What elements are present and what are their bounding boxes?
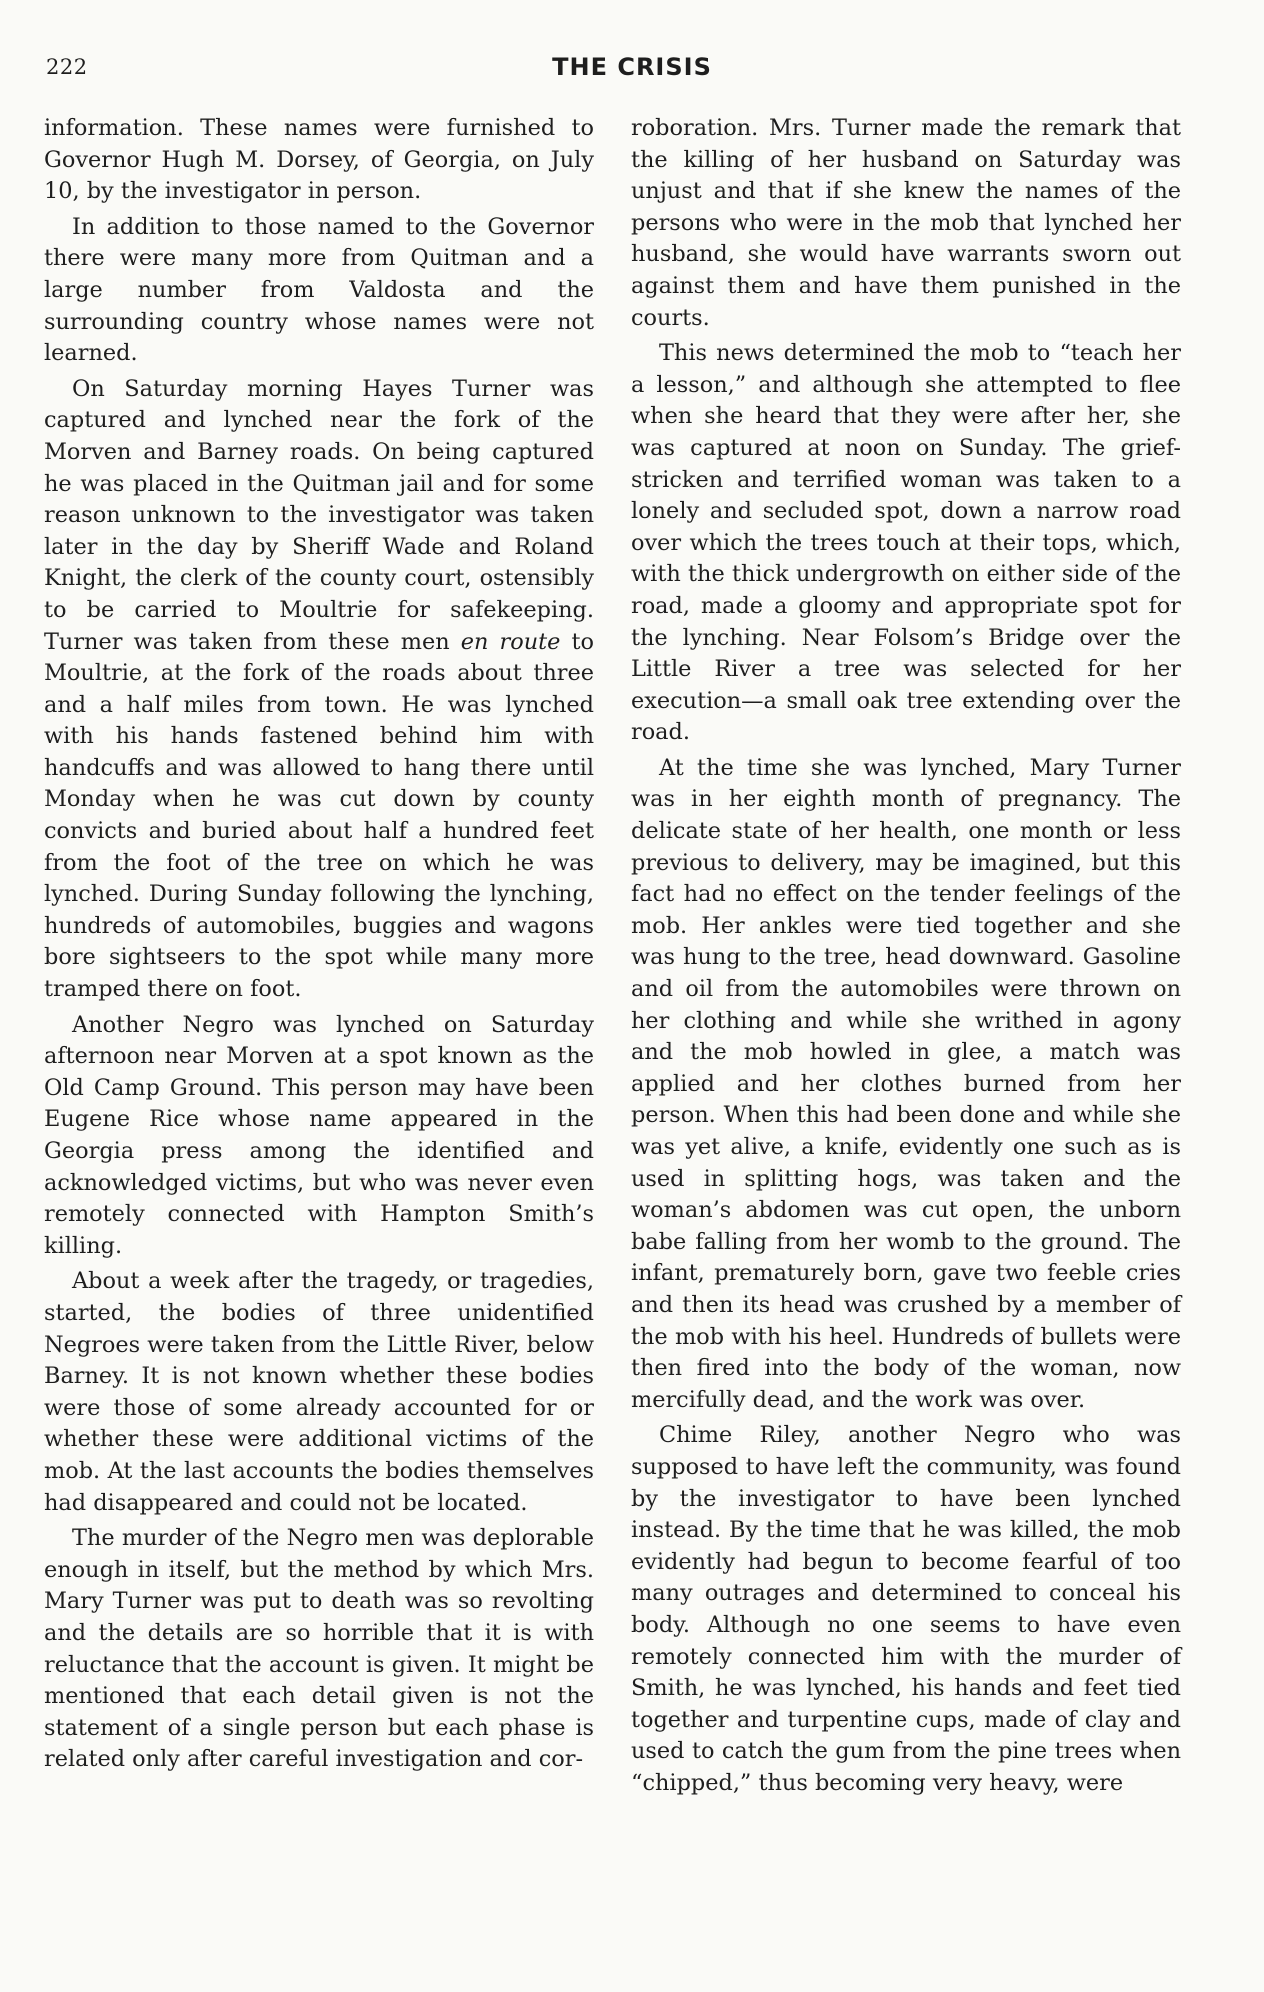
paragraph: In addition to those named to the Governor there were many more from Quitman and a large number from Valdosta and the surrounding country whose names were not learned. [44,213,594,367]
paragraph: About a week after the tragedy, or tragedies, started, the bodies of three unidentified Negroes were taken from the Little River, below Barney. It is not known whether these bodies were those of some already accounted for or whether these were additional victims of the mob. At the last accounts the bodies themselves had disappeared and could not be located. [44,1268,594,1516]
paragraph: roboration. Mrs. Turner made the remark that the killing of her husband on Saturday was unjust and that if she knew the names of the persons who were in the mob that lynched her husband, she would have warrants sworn out against them and have them punished in the courts. [631,115,1181,331]
left-column [44,113,594,1780]
paragraph: This news determined the mob to “teach her a lesson,” and although she attempted to flee when she heard that they were after her, she was captured at noon on Sunday. The grief-stricken and terrified woman was taken to a lonely and secluded spot, down a narrow road over which the trees touch at their tops, which, with the thick undergrowth on either side of the road, made a gloomy and appropriate spot for the lynching. Near Folsom’s Bridge over the Little River a tree was selected for her execution—a small oak tree extending over the road. [631,340,1181,746]
italic-phrase: en route [460,628,561,655]
running-head: THE CRISIS [552,53,712,81]
paragraph: Chime Riley, another Negro who was supposed to have left the community, was found by the investigator to have been lynched instead. By the time that he was killed, the mob evidently had begun to become fearful of too many outrages and determined to conceal his body. Although no one seems to have even remotely connected him with the murder of Smith, he was lynched, his hands and feet tied together and turpentine cups, made of clay and used to catch the gum from the pine trees when “chipped,” thus becoming very heavy, were [631,1422,1181,1796]
paragraph: The murder of the Negro men was deplorable enough in itself, but the method by which Mrs. Mary Turner was put to death was so revolting and the details are so horrible that it is with reluctance that the account is given. It might be mentioned that each detail given is not the statement of a single person but each phase is related only after careful investigation and cor- [44,1525,594,1773]
paragraph: information. These names were furnished to Governor Hugh M. Dorsey, of Georgia, on July 10, by the investigator in person. [44,115,594,205]
text-run: to Moultrie, at the fork of the roads about three and a half miles from town. He was lynched with his hands fastened behind him with handcuffs and was allowed to hang there until Monday when he was cut down by county convicts and buried about half a hundred feet from the foot of the tree on which he was lynched. During Sunday following the lynching, hundreds of automobiles, buggies and wagons bore sightseers to the spot while many more tramped there on foot. [44,628,594,1003]
paragraph: Another Negro was lynched on Saturday afternoon near Morven at a spot known as the Old Camp Ground. This person may have been Eugene Rice whose name appeared in the Georgia press among the identified and acknowledged victims, but who was never even remotely connected with Hampton Smith’s killing. [44,1011,594,1259]
paragraph [44,374,594,1006]
page-number: 222 [46,55,88,79]
right-column [631,113,1181,1803]
text-run: On Saturday morning Hayes Turner was captured and lynched near the fork of the Morven and Barney roads. On being captured he was placed in the Quitman jail and for some reason unknown to the investigator was taken later in the day by Sheriff Wade and Roland Knight, the clerk of the county court, ostensibly to be carried to Moultrie for safekeeping. Turner was taken from these men [44,375,594,655]
paragraph: At the time she was lynched, Mary Turner was in her eighth month of pregnancy. The delicate state of her health, one month or less previous to delivery, may be imagined, but this fact had no effect on the tender feelings of the mob. Her ankles were tied together and she was hung to the tree, head downward. Gasoline and oil from the automobiles were thrown on her clothing and while she writhed in agony and the mob howled in glee, a match was applied and her clothes burned from her person. When this had been done and while she was yet alive, a knife, evidently one such as is used in splitting hogs, was taken and the woman’s abdomen was cut open, the unborn babe falling from her womb to the ground. The infant, prematurely born, gave two feeble cries and then its head was crushed by a member of the mob with his heel. Hundreds of bullets were then fired into the body of the woman, now mercifully dead, and the work was over. [631,754,1181,1413]
